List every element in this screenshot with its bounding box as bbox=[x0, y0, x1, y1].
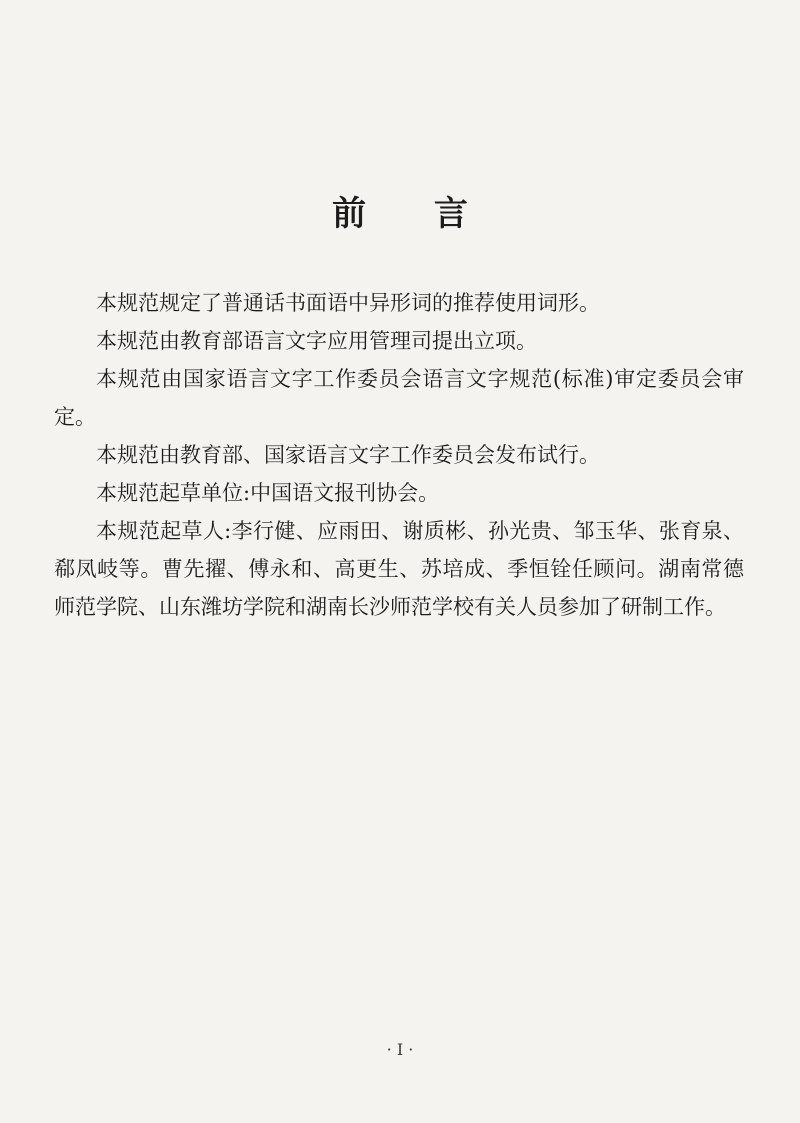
page-title: 前 言 bbox=[332, 194, 496, 234]
page-number: · I · bbox=[386, 1040, 414, 1059]
paragraph: 本规范由教育部语言文字应用管理司提出立项。 bbox=[96, 329, 537, 353]
paragraph: 本规范规定了普通话书面语中异形词的推荐使用词形。 bbox=[96, 291, 600, 315]
paragraph: 本规范起草人:李行健、应雨田、谢质彬、孙光贵、邹玉华、张育泉、郗凤岐等。曹先擢、傅永和、高更生、苏培成、季恒铨任顾问。湖南常德师范学院、山东潍坊学院和湖南长沙师范学校有关人员参加了研制工作。 bbox=[54, 519, 744, 619]
preface-body bbox=[54, 284, 744, 626]
paragraph: 本规范由国家语言文字工作委员会语言文字规范(标准)审定委员会审定。 bbox=[54, 367, 744, 429]
paragraph: 本规范由教育部、国家语言文字工作委员会发布试行。 bbox=[96, 443, 600, 467]
paragraph: 本规范起草单位:中国语文报刊协会。 bbox=[96, 481, 440, 505]
